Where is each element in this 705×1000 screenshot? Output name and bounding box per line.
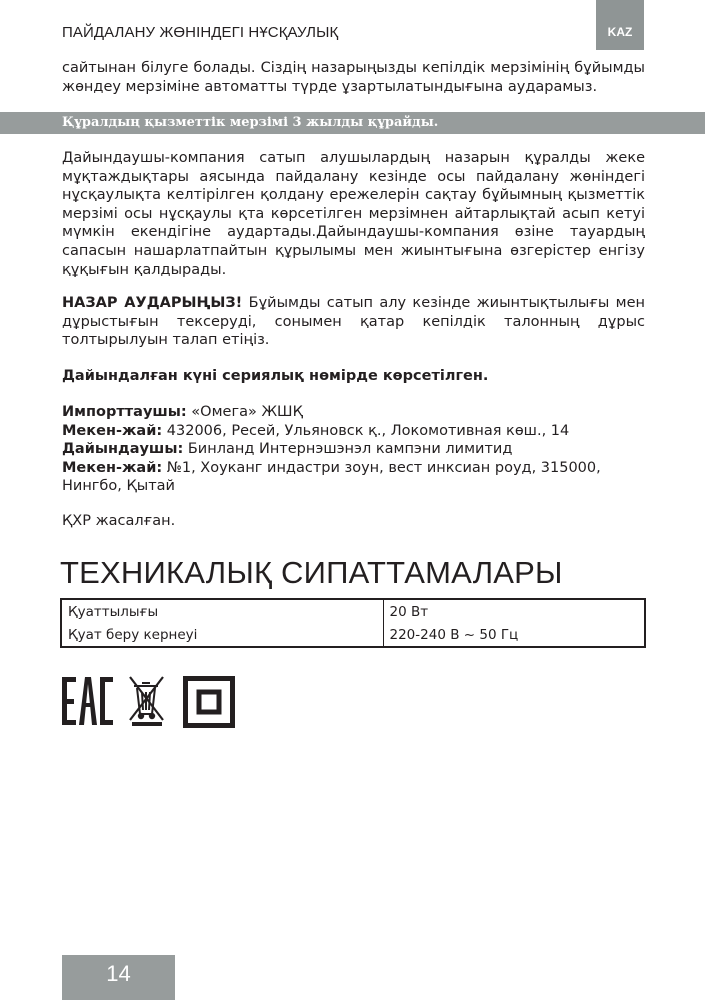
certification-marks [60, 670, 240, 730]
manufacturer-notice-paragraph: Дайындаушы-компания сатып алушылардың назарын құралды жеке мұқтаждықтары аясында пайдалану кезінде осы пайдалану жөніндегі нұсқаулықта келтірілген қолдану ережелерін сақтау бұйымның қызметтік мерзімі осы нұсқаулы қта көрсетілген мерзімнен айтарлықтай асып кетуі мүмкін екендігіне аудартады.Дайындаушы-компания өзіне тауардың сапасын нашарлатпайтын құрылымы мен жиынтығына өзгерістер енгізу құқығын қалдырады. [62, 150, 645, 278]
double-insulation-icon [186, 679, 233, 726]
page-number: 14 [62, 955, 175, 1000]
service-life-band [0, 112, 705, 134]
importer-address-line [62, 422, 645, 441]
table-row [61, 623, 645, 647]
attention-label: НАЗАР АУДАРЫҢЫЗ! [62, 295, 243, 311]
importer-address-label: Мекен-жай: [62, 422, 163, 439]
specs-table [60, 598, 646, 648]
eac-mark-icon [62, 677, 113, 725]
importer-label: Импорттаушы: [62, 404, 187, 420]
language-tab: KAZ [596, 0, 644, 50]
made-in-text: ҚХР жасалған. [62, 513, 176, 529]
spec-name: Қуаттылығы [61, 599, 383, 623]
importer-line [62, 403, 645, 422]
importer-value: «Омега» ЖШҚ [186, 404, 303, 420]
attention-paragraph [62, 294, 645, 350]
contacts-block [62, 403, 645, 496]
spec-value: 220-240 В ~ 50 Гц [389, 627, 519, 643]
spec-value: 20 Вт [389, 604, 429, 620]
intro-paragraph: сайтынан білуге болады. Сіздің назарыңызды кепілдік мерзімінің бұйымды жөндеу мерзіміне автоматты түрде ұзартылатындығына аударамыз. [62, 60, 645, 95]
specs-title: ТЕХНИКАЛЫҚ СИПАТТАМАЛАРЫ [60, 555, 563, 590]
production-date-note: Дайындалған күні сериялық нөмірде көрсетілген. [62, 368, 489, 384]
crossed-bin-icon [130, 677, 163, 726]
manufacturer-address-value: №1, Хоуканг индастри зоун, вест инксиан роуд, 315000, Нингбо, Қытай [62, 459, 601, 495]
manufacturer-label: Дайындаушы: [62, 441, 184, 458]
spec-name: Қуат беру кернеуі [61, 623, 383, 647]
importer-address-value: 432006, Ресей, Ульяновск қ., Локомотивная көш., 14 [162, 422, 570, 439]
manufacturer-address-line [62, 459, 645, 496]
service-life-text: Құралдың қызметтік мерзімі 3 жылды құрайды. [62, 115, 439, 130]
manufacturer-line [62, 440, 645, 459]
manufacturer-address-label: Мекен-жай: [62, 459, 163, 476]
table-row [61, 599, 645, 623]
attention-text: Бұйымды сатып алу кезінде жиынтықтылығы мен дұрыстығын тексеруді, сонымен қатар кепілдік талонның дұрыс толтырылуын талап етіңіз. [62, 295, 645, 349]
document-header-title: ПАЙДАЛАНУ ЖӨНІНДЕГІ НҰСҚАУЛЫҚ [62, 24, 339, 41]
manufacturer-value: Бинланд Интернэшэнэл кампэни лимитид [183, 441, 513, 458]
